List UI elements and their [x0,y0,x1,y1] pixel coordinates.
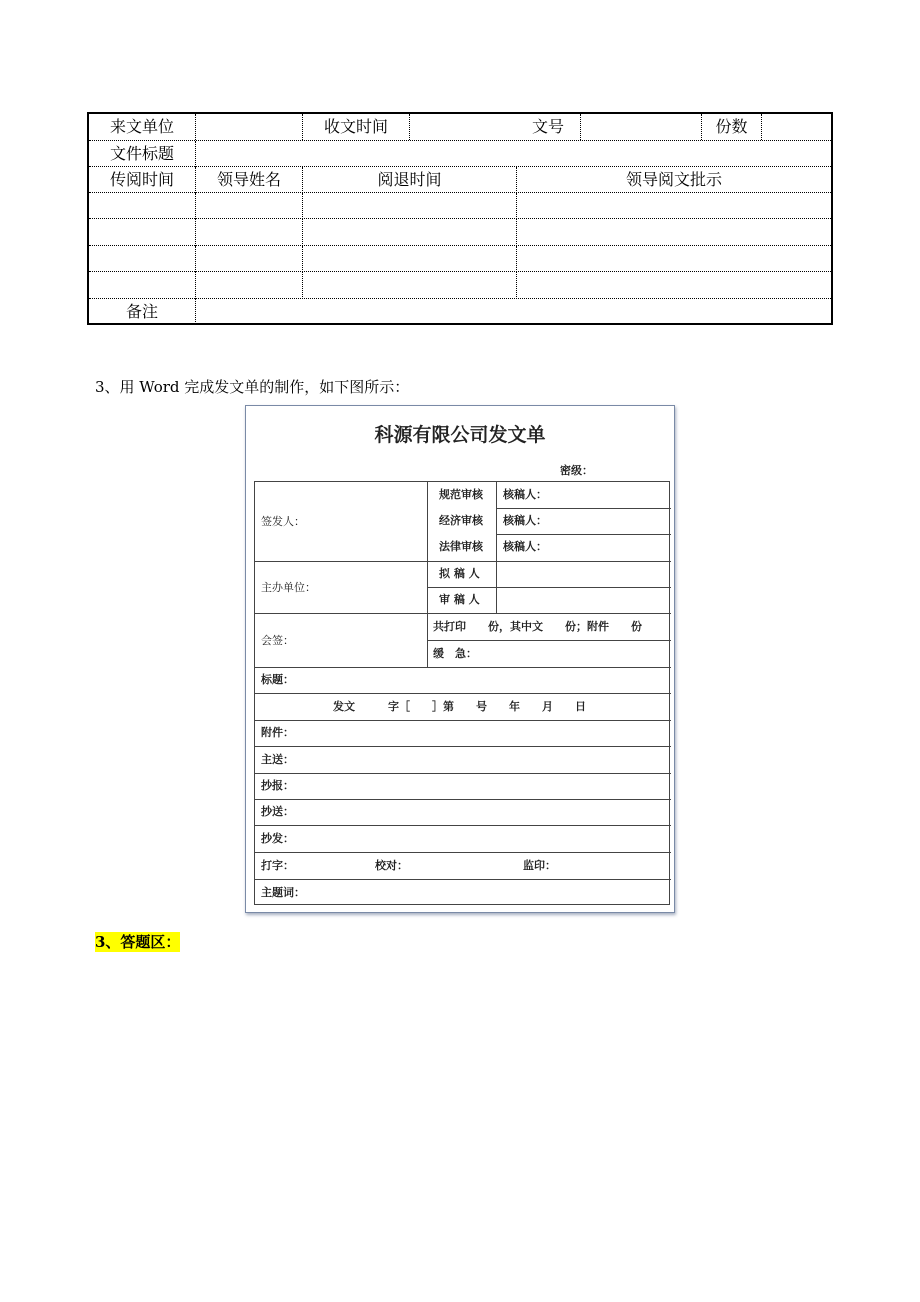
copies-value[interactable] [761,114,831,140]
subject-label: 标题： [261,673,294,686]
incoming-unit-value[interactable] [195,114,302,140]
table-cell[interactable] [89,193,195,219]
copies-label: 份数 [701,114,761,140]
doc-number-label: 文号 [531,117,564,136]
checker-label-3: 核稿人： [503,540,547,553]
incoming-unit-label: 来文单位 [109,117,174,136]
circulate-time-header: 传阅时间 [109,170,174,189]
leader-name-header: 领导姓名 [195,167,302,193]
table-cell[interactable] [89,246,195,272]
std-review-label: 规范审核 [439,488,483,501]
receive-time-label: 收文时间 [302,114,409,140]
return-time-header: 阅退时间 [302,167,516,193]
attachment-label: 附件： [261,726,294,739]
table-cell[interactable] [302,193,516,219]
keyword-label: 主题词： [261,886,305,899]
table-cell[interactable] [302,219,516,246]
copy-dispatch-label: 抄发： [261,832,294,845]
table-row [89,114,831,140]
remark-label: 备注 [125,302,158,321]
typist-label: 打字： [261,859,294,872]
main-recipient-label: 主送： [261,753,294,766]
table-row [89,245,831,272]
reviewer-label: 审 稿 人 [439,593,480,606]
table-cell[interactable] [516,272,831,299]
remark-value[interactable] [195,299,831,324]
doc-number-value[interactable] [580,114,701,140]
table-cell[interactable] [195,219,302,246]
table-cell[interactable] [302,272,516,299]
doc-number-line: 发文 字［ ］第 号 年 月 日 [333,700,586,713]
form-grid [254,481,670,905]
proofreader-label: 校对： [375,859,408,872]
doc-title-label: 文件标题 [109,144,174,163]
answer-area-label: 3、答题区： [95,933,181,951]
secret-level-label: 密级： [560,464,593,477]
report-to-label: 抄报： [261,779,294,792]
receive-time-value[interactable] [409,114,516,140]
table-row [89,271,831,299]
table-row [89,166,831,193]
table-cell[interactable] [195,272,302,299]
urgency-label: 缓 急： [433,647,477,660]
table-cell[interactable] [89,219,195,246]
signer-label: 签发人： [261,515,305,528]
table-row [89,140,831,167]
checker-label-2: 核稿人： [503,514,547,527]
eco-review-label: 经济审核 [439,514,483,527]
print-monitor-label: 监印： [523,859,556,872]
circulation-table [87,112,833,325]
instruction-text: 3、用 Word 完成发文单的制作，如下图所示： [95,378,410,396]
checker-label-1: 核稿人： [503,488,547,501]
table-cell[interactable] [195,193,302,219]
leader-comment-header: 领导阅文批示 [516,167,831,193]
table-row [89,298,831,324]
table-row [89,192,831,219]
table-cell[interactable] [302,246,516,272]
table-cell[interactable] [516,193,831,219]
table-cell[interactable] [516,219,831,246]
table-cell[interactable] [195,246,302,272]
dispatch-form-image [245,405,675,913]
drafter-label: 拟 稿 人 [439,567,480,580]
doc-title-value[interactable] [195,141,831,167]
host-unit-label: 主办单位： [261,581,316,594]
table-cell[interactable] [516,246,831,272]
print-copies-label: 共打印 份，其中文 份；附件 份 [433,620,642,633]
law-review-label: 法律审核 [439,540,483,553]
table-row [89,218,831,246]
table-cell[interactable] [89,272,195,299]
cc-label: 抄送： [261,805,294,818]
form-title: 科源有限公司发文单 [374,424,546,446]
cosign-label: 会签： [261,634,294,647]
